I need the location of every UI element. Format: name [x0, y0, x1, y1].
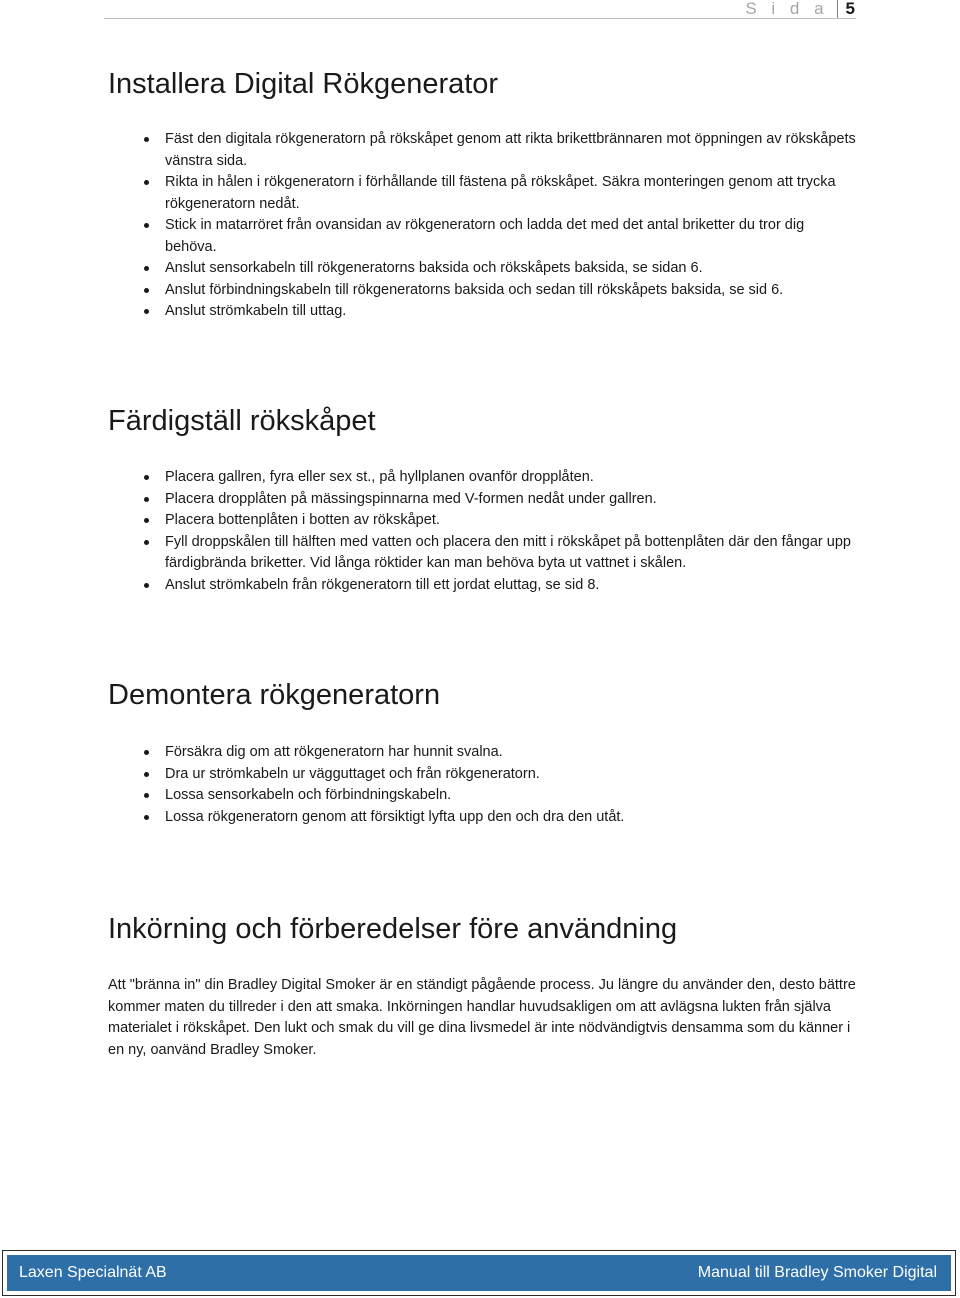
footer-band: [7, 1255, 951, 1291]
footer-manual-title: Manual till Bradley Smoker Digital: [697, 1264, 937, 1281]
dismantle-steps-list: [108, 742, 858, 828]
list-item: Anslut sensorkabeln till rökgeneratorns baksida och rökskåpets baksida, se sidan 6.: [108, 258, 858, 280]
list-item: Rikta in hålen i rökgeneratorn i förhållande till fästena på rökskåpet. Säkra monteringen genom att trycka rökgeneratorn nedåt.: [108, 172, 858, 215]
list-item: Lossa rökgeneratorn genom att försiktigt lyfta upp den och dra den utåt.: [108, 807, 858, 829]
footer-company: Laxen Specialnät AB: [19, 1264, 167, 1281]
list-item: Placera gallren, fyra eller sex st., på hyllplanen ovanför dropplåten.: [108, 467, 858, 489]
list-item: Placera dropplåten på mässingspinnarna med V-formen nedåt under gallren.: [108, 489, 858, 511]
finish-steps-list: [108, 467, 858, 596]
footer-bar: [2, 1250, 956, 1296]
list-item: Dra ur strömkabeln ur vägguttaget och från rökgeneratorn.: [108, 764, 858, 786]
section-title-install: Installera Digital Rökgenerator: [108, 68, 499, 100]
list-item: Försäkra dig om att rökgeneratorn har hunnit svalna.: [108, 742, 858, 764]
section-title-breakin: Inkörning och förberedelser före användning: [108, 913, 678, 945]
install-steps-list: [108, 129, 858, 323]
page-label: S i d a: [745, 0, 829, 18]
section-title-finish: Färdigställ rökskåpet: [108, 405, 376, 437]
header-divider: [837, 0, 838, 18]
list-item: Lossa sensorkabeln och förbindningskabeln.: [108, 785, 858, 807]
list-item: Fyll droppskålen till hälften med vatten och placera den mitt i rökskåpet på bottenplåten där den fångar upp färdigbrända briketter. Vid långa röktider kan man behöva byta ut vattnet i skålen.: [108, 532, 858, 575]
header-rule: [104, 18, 856, 19]
list-item: Stick in matarröret från ovansidan av rökgeneratorn och ladda det med det antal briketter du tror dig behöva.: [108, 215, 858, 258]
list-item: Placera bottenplåten i botten av rökskåpet.: [108, 510, 858, 532]
list-item: Anslut strömkabeln till uttag.: [108, 301, 858, 323]
section-title-dismantle: Demontera rökgeneratorn: [108, 679, 441, 711]
page-number: 5: [845, 0, 855, 18]
list-item: Anslut strömkabeln från rökgeneratorn till ett jordat eluttag, se sid 8.: [108, 575, 858, 597]
page-header: [745, 0, 855, 18]
list-item: Anslut förbindningskabeln till rökgeneratorns baksida och sedan till rökskåpets baksida, se sid 6.: [108, 280, 858, 302]
breakin-paragraph: Att "bränna in" din Bradley Digital Smoker är en ständigt pågående process. Ju längre du använder den, desto bättre kommer maten du tillreder i den att smaka. Inkörningen handlar huvudsakligen om att avlägsna lukten från själva materialet i rökskåpet. Den lukt och smak du vill ge dina livsmedel är inte nödvändigtvis densamma som du känner i en ny, oanvänd Bradley Smoker.: [108, 977, 856, 1058]
list-item: Fäst den digitala rökgeneratorn på rökskåpet genom att rikta brikettbrännaren mot öppningen av rökskåpets vänstra sida.: [108, 129, 858, 172]
